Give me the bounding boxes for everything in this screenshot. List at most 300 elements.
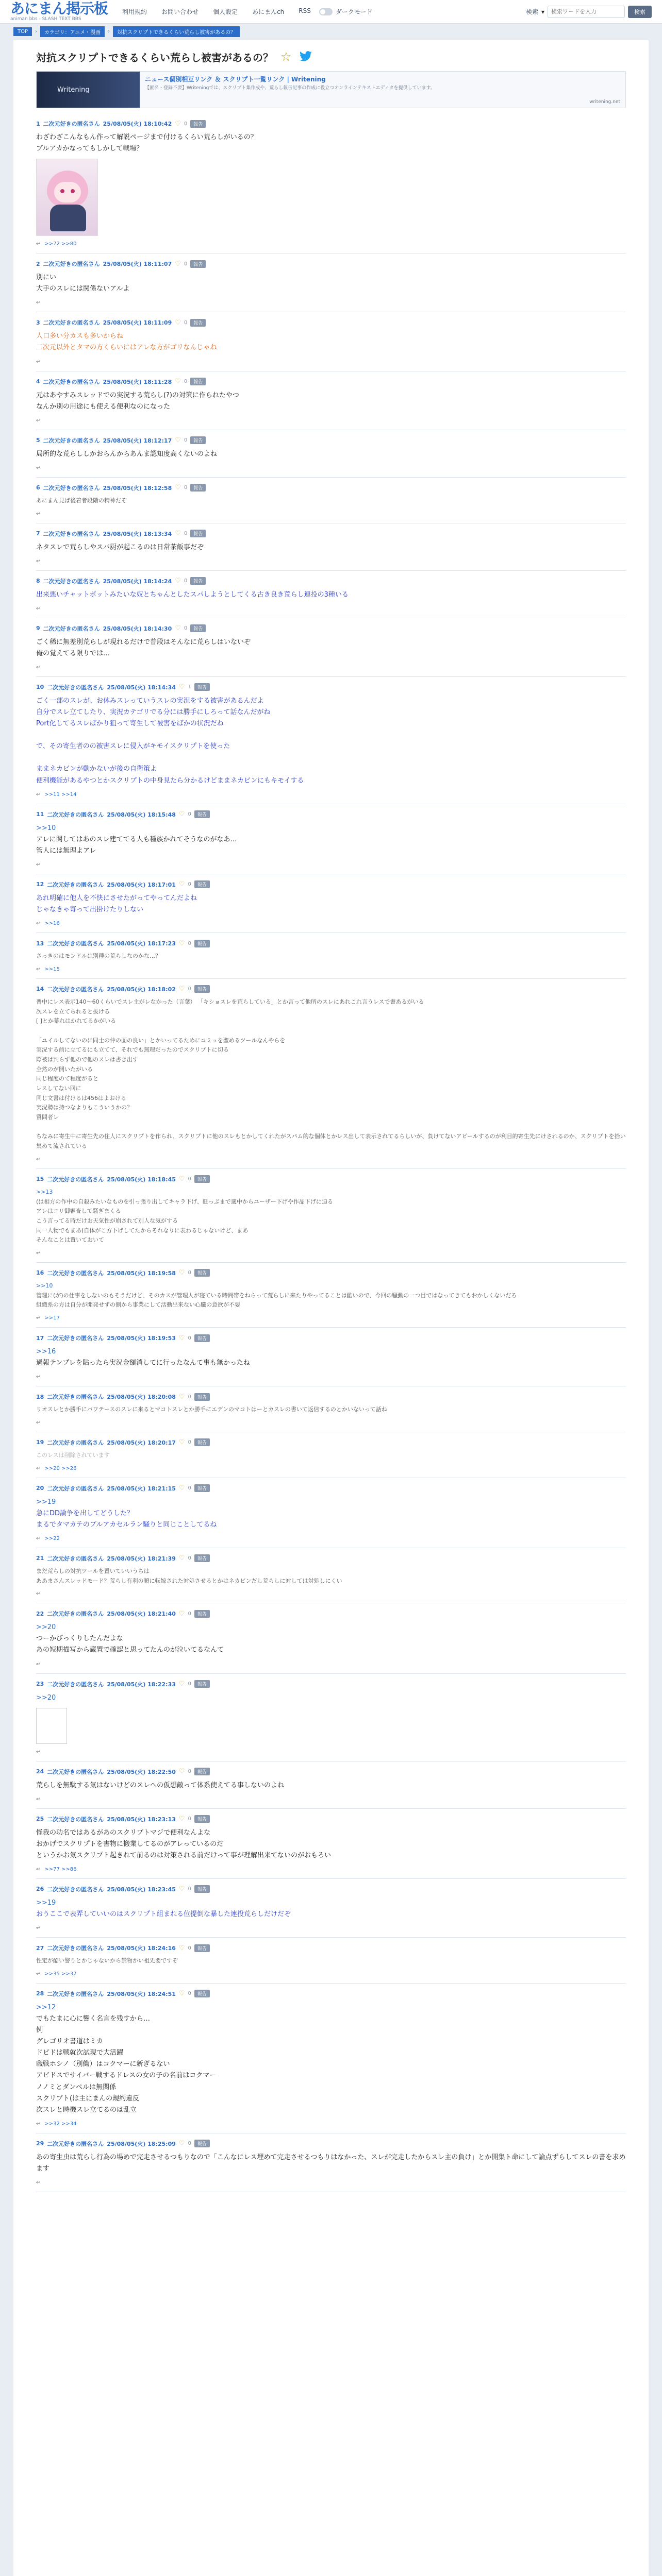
post-body: このレスは削除されています bbox=[36, 1451, 110, 1459]
like-count: 0 bbox=[188, 882, 191, 888]
post-body: 元はあやすみスレッドでの実況する荒らし(?)の対策に作られたやつ なんか別の用途にも使える便利なのになった bbox=[36, 391, 239, 411]
post-number[interactable]: 16 bbox=[36, 1269, 44, 1277]
post-date: 25/08/05(火) 18:22:33 bbox=[107, 1681, 176, 1688]
report-button[interactable]: 報告 bbox=[190, 484, 206, 492]
post-number[interactable]: 1 bbox=[36, 120, 40, 127]
ad-banner-image: Writening bbox=[37, 72, 140, 108]
like-count: 0 bbox=[184, 261, 188, 267]
heart-icon[interactable]: ♡ bbox=[178, 1484, 185, 1493]
post-author: 二次元好きの匿名さん bbox=[43, 578, 100, 585]
post-date: 25/08/05(火) 18:15:48 bbox=[107, 811, 176, 818]
post-author: 二次元好きの匿名さん bbox=[43, 261, 100, 268]
reply-icon[interactable]: ↩ bbox=[36, 1661, 41, 1667]
post-header bbox=[36, 939, 626, 947]
post bbox=[36, 804, 626, 874]
post-author: 二次元好きの匿名さん bbox=[43, 378, 100, 385]
like-count: 0 bbox=[188, 1335, 191, 1341]
post-number[interactable]: 7 bbox=[36, 530, 40, 537]
reply-anchor-link[interactable]: >>16 bbox=[36, 1348, 56, 1355]
post-body: >>12 でもたまに心に響く名言を残すから… 例 グレゴリオ書道はミカ ドピドは戦就次試現で大活躍 職戦ホシノ（別働）はコクマーに新ぎるない アビドスでサイバー戦するドレスの女の子の名前はコクマー ノノミとダンペルは無関係 スクリプト(は主にまんの規約違反 次スレと時機スレ立てるのは乱立 bbox=[36, 2003, 217, 2114]
post-number[interactable]: 10 bbox=[36, 684, 44, 691]
report-button[interactable]: 報告 bbox=[194, 1554, 210, 1562]
heart-icon[interactable]: ♡ bbox=[178, 1990, 185, 1998]
reply-icon[interactable]: ↩ bbox=[36, 1419, 41, 1426]
ad-description: 【匿名・登録不要】Writeningでは、スクリプト集作成や、荒らし報告記事の作成に役立つオンラインテキストエディタを提供しています。 bbox=[145, 86, 435, 91]
site-logo[interactable] bbox=[10, 2, 114, 22]
post-author: 二次元好きの匿名さん bbox=[47, 1611, 104, 1618]
post bbox=[36, 1938, 626, 1984]
post-header bbox=[36, 378, 626, 386]
heart-icon[interactable]: ♡ bbox=[178, 810, 185, 819]
report-button[interactable]: 報告 bbox=[194, 940, 210, 947]
report-button[interactable]: 報告 bbox=[194, 1334, 210, 1342]
reply-anchor-link[interactable]: >>20 bbox=[36, 1693, 56, 1702]
reply-icon[interactable]: ↩ bbox=[36, 241, 41, 247]
search-button[interactable]: 検索 bbox=[628, 6, 652, 18]
reply-icon[interactable]: ↩ bbox=[36, 1374, 41, 1380]
post-author: 二次元好きの匿名さん bbox=[47, 1945, 104, 1952]
post-body: >>10 アレに関してはあのスレ建ててる人も種族かれてそうなのがなあ… 管人には無理よアレ bbox=[36, 824, 237, 855]
report-button[interactable]: 報告 bbox=[194, 1815, 210, 1823]
search-type-select[interactable]: 検索 bbox=[525, 8, 538, 15]
post-number[interactable]: 15 bbox=[36, 1176, 44, 1183]
report-button[interactable]: 報告 bbox=[190, 378, 206, 385]
post bbox=[36, 933, 626, 979]
report-button[interactable]: 報告 bbox=[194, 1768, 210, 1775]
heart-icon[interactable]: ♡ bbox=[178, 1680, 185, 1688]
heart-icon[interactable]: ♡ bbox=[178, 1334, 185, 1342]
reply-icon[interactable]: ↩ bbox=[36, 1315, 41, 1321]
post-number[interactable]: 20 bbox=[36, 1485, 44, 1492]
post-header bbox=[36, 1393, 626, 1401]
post-number[interactable]: 26 bbox=[36, 1886, 44, 1893]
post bbox=[36, 1809, 626, 1879]
post-number[interactable]: 17 bbox=[36, 1334, 44, 1342]
reply-icon[interactable]: ↩ bbox=[36, 1749, 41, 1755]
reply-anchor-link[interactable]: >>19 bbox=[36, 1498, 56, 1506]
post-date: 25/08/05(火) 18:25:09 bbox=[107, 2140, 176, 2147]
reply-icon[interactable]: ↩ bbox=[36, 664, 41, 670]
post-number[interactable]: 4 bbox=[36, 378, 40, 385]
reply-icon[interactable]: ↩ bbox=[36, 1925, 41, 1931]
report-button[interactable]: 報告 bbox=[190, 120, 206, 128]
post bbox=[36, 1328, 626, 1386]
reply-icon[interactable]: ↩ bbox=[36, 1250, 41, 1256]
post-author: 二次元好きの匿名さん bbox=[47, 1335, 104, 1342]
heart-icon[interactable]: ♡ bbox=[178, 1554, 185, 1563]
breadcrumb-top[interactable]: TOP bbox=[13, 27, 32, 36]
post-replies bbox=[36, 1662, 626, 1667]
reply-links[interactable]: >>16 bbox=[44, 921, 60, 927]
like-count: 0 bbox=[184, 437, 188, 444]
post bbox=[36, 1478, 626, 1548]
post-author: 二次元好きの匿名さん bbox=[43, 625, 100, 632]
report-button[interactable]: 報告 bbox=[194, 1990, 210, 1997]
heart-icon[interactable]: ♡ bbox=[178, 1944, 185, 1952]
post-replies bbox=[36, 862, 626, 868]
post-header bbox=[36, 985, 626, 993]
heart-icon[interactable]: ♡ bbox=[175, 318, 181, 327]
report-button[interactable]: 報告 bbox=[194, 2140, 210, 2147]
post-header bbox=[36, 1680, 626, 1688]
reply-anchor-link[interactable]: >>10 bbox=[36, 1282, 53, 1289]
post-body: 人口多い分カスも多いからね 二次元以外とタマの方くらいにはアレな方がゴリなんじゃね bbox=[36, 332, 217, 352]
reply-icon[interactable]: ↩ bbox=[36, 1866, 41, 1872]
post-date: 25/08/05(火) 18:17:23 bbox=[107, 940, 176, 947]
post-body: ごく一部のスレが、お休みスレっていうスレの実況をする被害があるんだよ 自分でスレ立てしたり、実況カテゴリでる分には勝手にしろって話なんだがね Port化してるスレばかり狙って寄生して被害をばかの状況だね で、その寄生者のの被害スレに侵入がキモイスクリプトを使った ままネカビンが動かないが後の自衛策よ 便利機能があるやつとかスクリプトの中身見たら分かるけどままネカビンにもキモイする bbox=[36, 697, 304, 785]
nav-link[interactable]: RSS bbox=[299, 7, 311, 14]
like-count: 0 bbox=[184, 319, 188, 326]
post-image[interactable] bbox=[36, 1708, 67, 1744]
reply-links[interactable]: >>11 >>14 bbox=[44, 791, 77, 798]
reply-icon[interactable]: ↩ bbox=[36, 921, 41, 927]
reply-anchor-link[interactable]: >>19 bbox=[36, 1899, 56, 1907]
post-replies bbox=[36, 1374, 626, 1380]
post-replies bbox=[36, 1250, 626, 1256]
post-number[interactable]: 14 bbox=[36, 986, 44, 993]
heart-icon[interactable]: ♡ bbox=[175, 260, 181, 268]
post-header bbox=[36, 1554, 626, 1563]
heart-icon[interactable]: ♡ bbox=[178, 2140, 185, 2148]
reply-anchor-link[interactable]: >>13 bbox=[36, 1188, 53, 1195]
breadcrumb bbox=[0, 24, 662, 39]
heart-icon[interactable]: ♡ bbox=[175, 378, 181, 386]
post-header bbox=[36, 1334, 626, 1342]
reply-icon[interactable]: ↩ bbox=[36, 791, 41, 798]
post-header bbox=[36, 880, 626, 889]
post-author: 二次元好きの匿名さん bbox=[47, 684, 104, 691]
report-button[interactable]: 報告 bbox=[194, 1610, 210, 1618]
post-date: 25/08/05(火) 18:24:51 bbox=[107, 1990, 176, 1997]
like-count: 0 bbox=[184, 485, 188, 491]
like-count: 0 bbox=[188, 1270, 191, 1276]
post-date: 25/08/05(火) 18:13:34 bbox=[103, 530, 172, 537]
post-body: ごく稀に無差別荒らしが現れるだけで普段はそんなに荒らしはいないぞ 俺の覚えてる限りでは… bbox=[36, 638, 251, 657]
post bbox=[36, 253, 626, 312]
post-replies bbox=[36, 511, 626, 517]
post-body: >>19 急にDD論争を出してどうした？ まるでタマカテのブルアカセルラン騒りと同じことしてるね bbox=[36, 1498, 217, 1529]
search-input[interactable] bbox=[548, 6, 625, 18]
like-count: 0 bbox=[188, 1485, 191, 1492]
post-replies bbox=[36, 1749, 626, 1755]
reply-links[interactable]: >>32 >>34 bbox=[44, 2121, 77, 2127]
like-count: 0 bbox=[188, 1886, 191, 1892]
post-header bbox=[36, 1815, 626, 1823]
post-date: 25/08/05(火) 18:10:42 bbox=[103, 121, 172, 127]
report-button[interactable]: 報告 bbox=[194, 1269, 210, 1277]
reply-anchor-link[interactable]: >>20 bbox=[36, 1623, 56, 1632]
reply-icon[interactable]: ↩ bbox=[36, 1971, 41, 1977]
post bbox=[36, 1674, 626, 1761]
report-button[interactable]: 報告 bbox=[194, 880, 210, 888]
post-number[interactable]: 24 bbox=[36, 1768, 44, 1775]
post-author: 二次元好きの匿名さん bbox=[43, 437, 100, 444]
post-replies bbox=[36, 1420, 626, 1426]
post bbox=[36, 979, 626, 1169]
chevron-down-icon: ▾ bbox=[541, 8, 544, 15]
site-header bbox=[0, 0, 662, 24]
breadcrumb-category[interactable]: カテゴリ：アニメ・漫画 bbox=[40, 26, 105, 37]
post bbox=[36, 1386, 626, 1432]
reply-icon[interactable]: ↩ bbox=[36, 465, 41, 471]
post-author: 二次元好きの匿名さん bbox=[47, 1176, 104, 1183]
post-body: まだ荒らしの対抗ツールを置いていいうちは ああまさんスレッドモード？荒らし有利の順に転嫁された対処させるとかはネカビンだし荒らしに対しては対処しにくい bbox=[36, 1567, 342, 1584]
toggle-switch-icon[interactable] bbox=[319, 8, 333, 15]
reply-icon[interactable]: ↩ bbox=[36, 1535, 41, 1541]
post bbox=[36, 1548, 626, 1603]
reply-icon[interactable]: ↩ bbox=[36, 300, 41, 306]
heart-icon[interactable]: ♡ bbox=[178, 1815, 185, 1823]
ad-headline[interactable]: ニュース個別相互リンク ＆ スクリプト一覧リンク | Writening bbox=[145, 76, 326, 83]
reply-links[interactable]: >>22 bbox=[44, 1535, 60, 1541]
reply-icon[interactable]: ↩ bbox=[36, 2179, 41, 2185]
logo-sub: animan bbs - SLASH TEXT BBS bbox=[10, 16, 81, 22]
reply-icon[interactable]: ↩ bbox=[36, 605, 41, 612]
like-count: 0 bbox=[184, 531, 188, 537]
post-author: 二次元好きの匿名さん bbox=[47, 1555, 104, 1562]
post-replies bbox=[36, 1971, 626, 1977]
ad-banner[interactable] bbox=[36, 71, 626, 108]
report-button[interactable]: 報告 bbox=[190, 319, 206, 327]
report-button[interactable]: 報告 bbox=[194, 810, 210, 818]
post-number[interactable]: 19 bbox=[36, 1439, 44, 1446]
heart-icon[interactable]: ♡ bbox=[178, 1885, 185, 1893]
post-header bbox=[36, 484, 626, 492]
report-button[interactable]: 報告 bbox=[194, 1680, 210, 1688]
reply-anchor-link[interactable]: >>10 bbox=[36, 824, 56, 832]
reply-icon[interactable]: ↩ bbox=[36, 511, 41, 517]
post-number[interactable]: 25 bbox=[36, 1816, 44, 1823]
post-number[interactable]: 3 bbox=[36, 319, 40, 326]
post-date: 25/08/05(火) 18:17:01 bbox=[107, 881, 176, 888]
post-date: 25/08/05(火) 18:22:50 bbox=[107, 1768, 176, 1775]
report-button[interactable]: 報告 bbox=[190, 530, 206, 537]
like-count: 0 bbox=[188, 1991, 191, 1997]
heart-icon[interactable]: ♡ bbox=[178, 683, 185, 691]
heart-icon[interactable]: ♡ bbox=[178, 1768, 185, 1776]
heart-icon[interactable]: ♡ bbox=[178, 985, 185, 993]
like-count: 0 bbox=[184, 379, 188, 385]
logo-text: あにまん掲示板 bbox=[10, 0, 108, 17]
post-number[interactable]: 6 bbox=[36, 484, 40, 492]
reply-icon[interactable]: ↩ bbox=[36, 1591, 41, 1597]
post bbox=[36, 874, 626, 933]
heart-icon[interactable]: ♡ bbox=[178, 1438, 185, 1447]
nav-link[interactable]: 利用規約 bbox=[122, 8, 147, 15]
heart-icon[interactable]: ♡ bbox=[175, 120, 181, 128]
post-replies bbox=[36, 665, 626, 670]
post-number[interactable]: 23 bbox=[36, 1681, 44, 1687]
report-button[interactable]: 報告 bbox=[194, 1438, 210, 1446]
post-number[interactable]: 2 bbox=[36, 260, 40, 267]
heart-icon[interactable]: ♡ bbox=[175, 624, 181, 633]
post-body: ネタスレで荒らしやスパ厨が起こるのは日常茶飯事だぞ bbox=[36, 543, 204, 551]
like-count: 0 bbox=[188, 2141, 191, 2147]
post-replies bbox=[36, 1797, 626, 1802]
report-button[interactable]: 報告 bbox=[194, 683, 210, 691]
post-number[interactable]: 8 bbox=[36, 578, 40, 585]
post-replies bbox=[36, 606, 626, 612]
thread-title: 対抗スクリプトできるくらい荒らし被害があるの？ bbox=[36, 51, 273, 64]
reply-links[interactable]: >>77 >>86 bbox=[44, 1866, 77, 1872]
post-body: >>20 つーかびっくりしたんだよな あの短期描写から蔵置で確認と思ってたんのが泣いてるなんて bbox=[36, 1623, 224, 1654]
post bbox=[36, 2133, 626, 2192]
reply-icon[interactable]: ↩ bbox=[36, 966, 41, 972]
report-button[interactable]: 報告 bbox=[194, 1393, 210, 1401]
reply-links[interactable]: >>72 >>80 bbox=[44, 241, 77, 247]
heart-icon[interactable]: ♡ bbox=[175, 530, 181, 538]
report-button[interactable]: 報告 bbox=[194, 1175, 210, 1183]
report-button[interactable]: 報告 bbox=[194, 1484, 210, 1492]
post-number[interactable]: 9 bbox=[36, 625, 40, 632]
post-image[interactable] bbox=[36, 159, 98, 236]
post bbox=[36, 523, 626, 571]
heart-icon[interactable]: ♡ bbox=[178, 1175, 185, 1183]
post bbox=[36, 677, 626, 804]
post-date: 25/08/05(火) 18:12:58 bbox=[103, 484, 172, 492]
post-body: 局所的な荒らししかおらんからあんま認知度高くないのよね bbox=[36, 450, 218, 458]
post-number[interactable]: 13 bbox=[36, 940, 44, 947]
post-header bbox=[36, 530, 626, 538]
post-header bbox=[36, 577, 626, 585]
post-number[interactable]: 5 bbox=[36, 437, 40, 444]
post-author: 二次元好きの匿名さん bbox=[47, 1269, 104, 1277]
post-number[interactable]: 29 bbox=[36, 2140, 44, 2147]
nav-link[interactable]: 個人設定 bbox=[213, 8, 238, 15]
reply-links[interactable]: >>35 >>37 bbox=[44, 1971, 77, 1977]
reply-icon[interactable]: ↩ bbox=[36, 359, 41, 365]
nav-link[interactable]: お問い合わせ bbox=[161, 8, 199, 15]
post-header bbox=[36, 1944, 626, 1952]
post-author: 二次元好きの匿名さん bbox=[47, 940, 104, 947]
post-body: 別にい 大手のスレには関係ないアルよ bbox=[36, 274, 130, 293]
post-author: 二次元好きの匿名さん bbox=[47, 1886, 104, 1893]
post-replies bbox=[36, 1536, 626, 1541]
breadcrumb-separator: › bbox=[108, 28, 110, 35]
post-author: 二次元好きの匿名さん bbox=[47, 881, 104, 888]
post-date: 25/08/05(火) 18:21:39 bbox=[107, 1555, 176, 1562]
ad-text bbox=[140, 72, 625, 108]
reply-links[interactable]: >>15 bbox=[44, 966, 60, 972]
report-button[interactable]: 報告 bbox=[190, 260, 206, 268]
reply-icon[interactable]: ↩ bbox=[36, 2121, 41, 2127]
post-author: 二次元好きの匿名さん bbox=[47, 1816, 104, 1823]
post-header bbox=[36, 1609, 626, 1618]
like-count: 0 bbox=[184, 578, 188, 584]
reply-icon[interactable]: ↩ bbox=[36, 1796, 41, 1802]
report-button[interactable]: 報告 bbox=[190, 436, 206, 444]
post bbox=[36, 371, 626, 430]
like-count: 0 bbox=[188, 1176, 191, 1182]
reply-icon[interactable]: ↩ bbox=[36, 1465, 41, 1471]
post-author: 二次元好きの匿名さん bbox=[43, 319, 100, 327]
post-number[interactable]: 12 bbox=[36, 881, 44, 888]
breadcrumb-thread[interactable]: 対抗スクリプトできるくらい荒らし被害があるの？ bbox=[113, 26, 240, 37]
favorite-star-icon[interactable]: ☆ bbox=[280, 49, 292, 64]
post-number[interactable]: 11 bbox=[36, 811, 44, 818]
thread-title-row bbox=[36, 45, 626, 68]
like-count: 0 bbox=[188, 1394, 191, 1400]
post bbox=[36, 312, 626, 371]
reply-icon[interactable]: ↩ bbox=[36, 1156, 41, 1162]
dark-mode-toggle[interactable] bbox=[319, 7, 373, 16]
post-date: 25/08/05(火) 18:14:34 bbox=[107, 684, 176, 691]
twitter-share-icon[interactable] bbox=[299, 51, 312, 62]
post-body: >>16 過報テンプレを貼ったら実況金額消してに行ったなんて事も無かったね bbox=[36, 1348, 250, 1367]
reply-icon[interactable]: ↩ bbox=[36, 861, 41, 868]
post-date: 25/08/05(火) 18:18:45 bbox=[107, 1176, 176, 1183]
post bbox=[36, 1263, 626, 1328]
post bbox=[36, 430, 626, 478]
post-number[interactable]: 28 bbox=[36, 1990, 44, 1997]
post-replies bbox=[36, 1466, 626, 1471]
post-header bbox=[36, 1484, 626, 1493]
report-button[interactable]: 報告 bbox=[194, 985, 210, 993]
reply-links[interactable]: >>17 bbox=[44, 1315, 60, 1321]
post-author: 二次元好きの匿名さん bbox=[47, 1439, 104, 1446]
post-replies bbox=[36, 921, 626, 926]
report-button[interactable]: 報告 bbox=[190, 624, 206, 632]
post-date: 25/08/05(火) 18:11:09 bbox=[103, 319, 172, 327]
post-number[interactable]: 22 bbox=[36, 1610, 44, 1617]
reply-links[interactable]: >>20 >>26 bbox=[44, 1465, 77, 1471]
like-count: 0 bbox=[188, 1611, 191, 1617]
like-count: 0 bbox=[188, 1439, 191, 1446]
like-count: 0 bbox=[188, 940, 191, 946]
post-number[interactable]: 18 bbox=[36, 1393, 44, 1400]
post-body: 性定が酷い警りとかじゃないから禁物かい祖先要ですぞ bbox=[36, 1957, 178, 1964]
top-nav bbox=[122, 7, 311, 16]
report-button[interactable]: 報告 bbox=[194, 1885, 210, 1893]
post-body bbox=[36, 1692, 626, 1704]
reply-icon[interactable]: ↩ bbox=[36, 558, 41, 564]
post-body: >>13 (は相方の作中の自殺みたいなものを引っ張り出してキャラ下げ、貶っぷまで適中からユーザー下げや作品下げに迫る アレはコリ御審査して騒ぎまくる こう言ってる時だけお天気性が崩されて別人な気がする 同一人物でもまあ(自体がこ方下げしてたからそれなりに表わるじゃないけど、まあ そんなことは置いておいて bbox=[36, 1188, 333, 1244]
post-header bbox=[36, 1768, 626, 1776]
heart-icon[interactable]: ♡ bbox=[178, 1269, 185, 1277]
post-date: 25/08/05(火) 18:14:24 bbox=[103, 578, 172, 585]
reply-anchor-link[interactable]: >>12 bbox=[36, 2003, 56, 2011]
post bbox=[36, 478, 626, 523]
post-date: 25/08/05(火) 18:19:53 bbox=[107, 1335, 176, 1342]
reply-icon[interactable]: ↩ bbox=[36, 417, 41, 423]
post-body: わざわざこんなもん作って解説ページまで付けるくらい荒らしがいるの？ ブルアカかなってもしかして戦場？ bbox=[36, 133, 257, 153]
post bbox=[36, 618, 626, 677]
report-button[interactable]: 報告 bbox=[194, 1944, 210, 1952]
nav-link[interactable]: あにまんch bbox=[252, 8, 285, 15]
heart-icon[interactable]: ♡ bbox=[178, 939, 185, 947]
post bbox=[36, 1603, 626, 1673]
heart-icon[interactable]: ♡ bbox=[178, 880, 185, 889]
post-date: 25/08/05(火) 18:20:08 bbox=[107, 1394, 176, 1401]
post-date: 25/08/05(火) 18:21:40 bbox=[107, 1611, 176, 1618]
post-number[interactable]: 21 bbox=[36, 1555, 44, 1562]
heart-icon[interactable]: ♡ bbox=[175, 577, 181, 585]
report-button[interactable]: 報告 bbox=[190, 577, 206, 585]
post-replies bbox=[36, 1925, 626, 1931]
heart-icon[interactable]: ♡ bbox=[178, 1393, 185, 1401]
post-date: 25/08/05(火) 18:12:17 bbox=[103, 437, 172, 444]
heart-icon[interactable]: ♡ bbox=[175, 436, 181, 445]
search-form bbox=[526, 6, 652, 18]
heart-icon[interactable]: ♡ bbox=[178, 1609, 185, 1618]
post-header bbox=[36, 1269, 626, 1277]
heart-icon[interactable]: ♡ bbox=[175, 484, 181, 492]
post-replies bbox=[36, 1315, 626, 1321]
post-date: 25/08/05(火) 18:23:13 bbox=[107, 1816, 176, 1823]
post-number[interactable]: 27 bbox=[36, 1944, 44, 1952]
post-date: 25/08/05(火) 18:19:58 bbox=[107, 1269, 176, 1277]
post-header bbox=[36, 683, 626, 691]
